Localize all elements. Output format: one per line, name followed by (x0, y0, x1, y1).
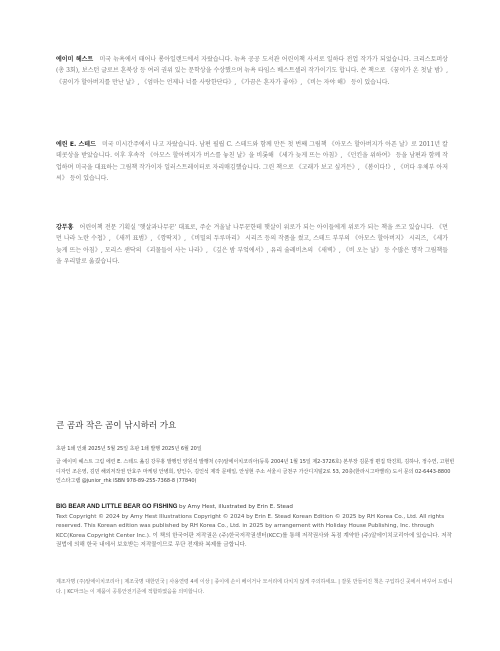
illustrator-bio-text: 미국 미시간주에서 나고 자랐습니다. 남편 필립 C. 스테드와 함께 만든 첫 번째 그림책 《아모스 할아버지가 아픈 날》로 2011년 칼데콧상을 받았습니다. 이후 후속작 《아모스 할아버지가 버스를 놓친 날》을 비롯해 《세가 늦게 뜨는 아침》, 《던킨을 위하여》 등을 남편과 함께 작업하며 미국을 대표하는 그림책 작가이자 일러스트레이터로 자리매김했습니다. 그린 책으로 《고래가 보고 싶거든》, 《봄이다!》, 《머다 우체부 아저씨》 등이 있습니다. (56, 141, 448, 182)
edition-dates: 초판 1쇄 인쇄 2025년 5월 25일 초판 1쇄 발행 2025년 6월 20일 (56, 446, 202, 452)
book-title: 큰 곰과 작은 곰이 낚시하러 가요 (56, 421, 177, 431)
translator-bio-text: 어린이책 전문 기획실 '햇살과나무꾼' 대표로, 주순 겨울날 나무꾼한테 햇살이 위로가 되는 아이들에게 위로가 되는 책을 쓰고 있습니다. 《먼먼 나라 노란 수첩》, 《새끼 표범》, 《깡딱지》, 《비밀의 두루마리》 시리즈 등의 작품을 썼고, 스테드 부부의 《아모스 할아버지》 시리즈, 《세가 늦게 뜨는 아침》, 모리스 샌닥의 《괴물들이 사는 나라》, 《깊은 밤 부엌에서》, 유리 슐레비츠의 《새벽》, 《비 오는 날》 등 수많은 명작 그림책들을 우리말로 옮겼습니다. (56, 224, 448, 265)
safety-notice: 제조자명 (주)알에이치코리아 | 제조국명 대한민국 | 사용연령 4세 이상 | 종이에 손이 베이거나 모서리에 다치지 않게 주의하세요. | 잘못 만들어진 책은 구입하신 곳에서 바꾸어 드립니다. | KC마크는 이 제품이 공통안전기준에 적합하였음을 의미합니다. (56, 579, 453, 595)
original-byline: by Amy Hest, illustrated by Erin E. Stead (179, 504, 293, 510)
original-title: BIG BEAR AND LITTLE BEAR GO FISHING (56, 504, 178, 510)
translator-bio (56, 222, 448, 267)
illustrator-name: 에린 E. 스테드 (56, 141, 96, 148)
author-name: 에이미 헤스트 (56, 56, 94, 63)
copyright-text: Text Copyright © 2024 by Amy Hest Illustrations Copyright © 2024 by Erin E. Stead Korean Edition © 2025 by RH Korea Co., Ltd. All rights reserved. This Korean edition was published by RH Korea Co., Ltd. in 2025 by arrangement with Holiday House Publishing, Inc. through KCC(Korea Copyright Center Inc.). 이 책의 한국어판 저작권은 (주)한국저작권센터(KCC)를 통해 저작권사와 독점 계약한 (주)알에이치코리아에 있습니다. 저작권법에 의해 한국 내에서 보호받는 저작물이므로 무단 전재와 복제를 금합니다. (56, 513, 453, 549)
author-bio (56, 54, 448, 88)
rights-notice (56, 503, 456, 551)
author-bio-text: 미국 뉴욕에서 태어나 롱아일랜드에서 자랐습니다. 뉴욕 공공 도서관 어린이책 사서로 일하다 전업 작가가 되었습니다. 크리스토퍼상(총 3회), 보스턴 글로브 혼북상 등 여러 권위 있는 문학상을 수상했으며 뉴욕 타임스 베스트셀러 작가이기도 합니다. 쓴 책으로 《꿈이가 온 첫날 밤》, 《꿈이가 할아버지를 만난 날》, 《엄마는 언제나 너를 사랑한단다》, 《가끔은 혼자가 좋아》, 《비는 자야 해》 등이 있습니다. (56, 56, 448, 86)
translator-name: 강무홍 (56, 224, 74, 231)
illustrator-bio (56, 139, 448, 184)
publication-credits: 글 에이미 헤스트 그림 에린 E. 스테드 옮김 강무홍 발행인 양원석 발행처 (주)알에이치코리아(등록 2004년 1월 15일 제2-3726호) 본부장 김문정 편집 박진희, 김하나, 정수연, 고현빈 디자인 조은영, 김민 해외저작권 안효주 마케팅 안병희, 양인수, 김인석 제작 문태일, 안성현 주소 서울시 금천구 가산디지털2로 53, 20층(한라시그마밸리) 도서 문의 02-6443-8800 인스타그램 @junior_rhk ISBN 978-89-255-7368-8 (77840) (56, 459, 455, 485)
